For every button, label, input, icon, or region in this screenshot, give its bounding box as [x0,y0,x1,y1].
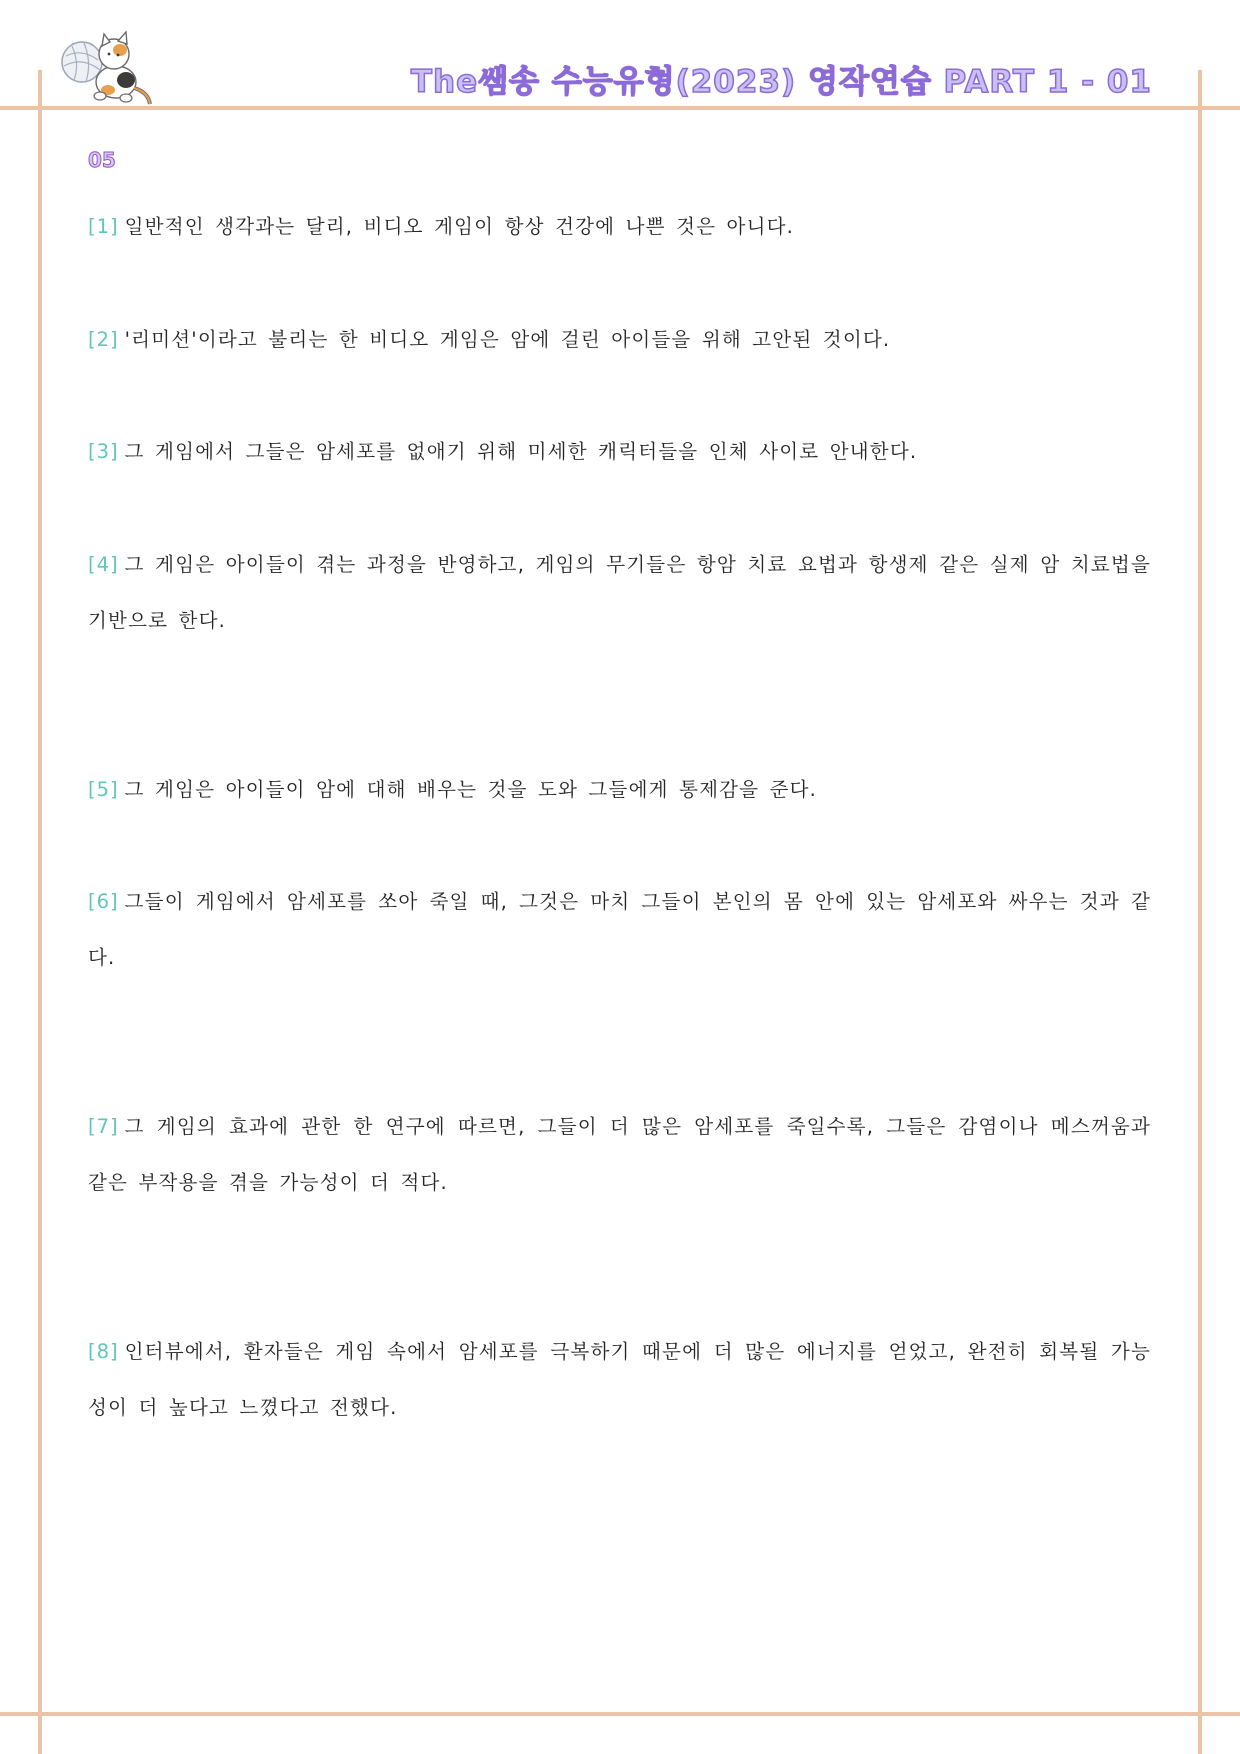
sentence-marker: [6] [88,890,119,913]
sentence-marker: [7] [88,1115,119,1138]
right-border-line [1198,70,1202,1754]
sentence-marker: [5] [88,778,119,801]
footer-divider-line [0,1712,1240,1716]
sentence-3 [88,424,1151,480]
header-divider-line [0,106,1240,110]
sentence-marker: [4] [88,553,119,576]
sentence-text: '리미션'이라고 불리는 한 비디오 게임은 암에 걸린 아이들을 위해 고안된 것이다. [124,328,891,351]
question-number: 05 [88,148,116,172]
sentence-text: 그들이 게임에서 암세포를 쏘아 죽일 때, 그것은 마치 그들이 본인의 몸 안에 있는 암세포와 싸우는 것과 같다. [88,890,1151,969]
left-border-line [38,70,42,1754]
sentence-text: 그 게임의 효과에 관한 한 연구에 따르면, 그들이 더 많은 암세포를 죽일수록, 그들은 감염이나 메스꺼움과 같은 부작용을 겪을 가능성이 더 적다. [88,1115,1151,1194]
sentence-text: 그 게임에서 그들은 암세포를 없애기 위해 미세한 캐릭터들을 인체 사이로 안내한다. [124,440,918,463]
sentence-7 [88,1099,1151,1211]
sentence-text: 일반적인 생각과는 달리, 비디오 게임이 항상 건강에 나쁜 것은 아니다. [124,215,795,238]
sentence-text: 그 게임은 아이들이 겪는 과정을 반영하고, 게임의 무기들은 항암 치료 요법과 항생제 같은 실제 암 치료법을 기반으로 한다. [88,553,1151,632]
sentence-2 [88,312,1151,368]
page-title: The쌤송 수능유형(2023) 영작연습 PART 1 - 01 [410,64,1152,100]
sentence-marker: [3] [88,440,119,463]
sentence-5 [88,762,1151,818]
sentence-text: 그 게임은 아이들이 암에 대해 배우는 것을 도와 그들에게 통제감을 준다. [124,778,818,801]
sentence-4 [88,537,1151,649]
cat-with-yarn-ball-icon [52,26,156,110]
sentence-marker: [2] [88,328,119,351]
sentence-text: 인터뷰에서, 환자들은 게임 속에서 암세포를 극복하기 때문에 더 많은 에너지를 얻었고, 완전히 회복될 가능성이 더 높다고 느꼈다고 전했다. [88,1340,1151,1419]
sentence-6 [88,874,1151,986]
sentence-1 [88,199,1151,255]
sentence-marker: [1] [88,215,119,238]
sentence-8 [88,1324,1151,1436]
sentence-marker: [8] [88,1340,119,1363]
